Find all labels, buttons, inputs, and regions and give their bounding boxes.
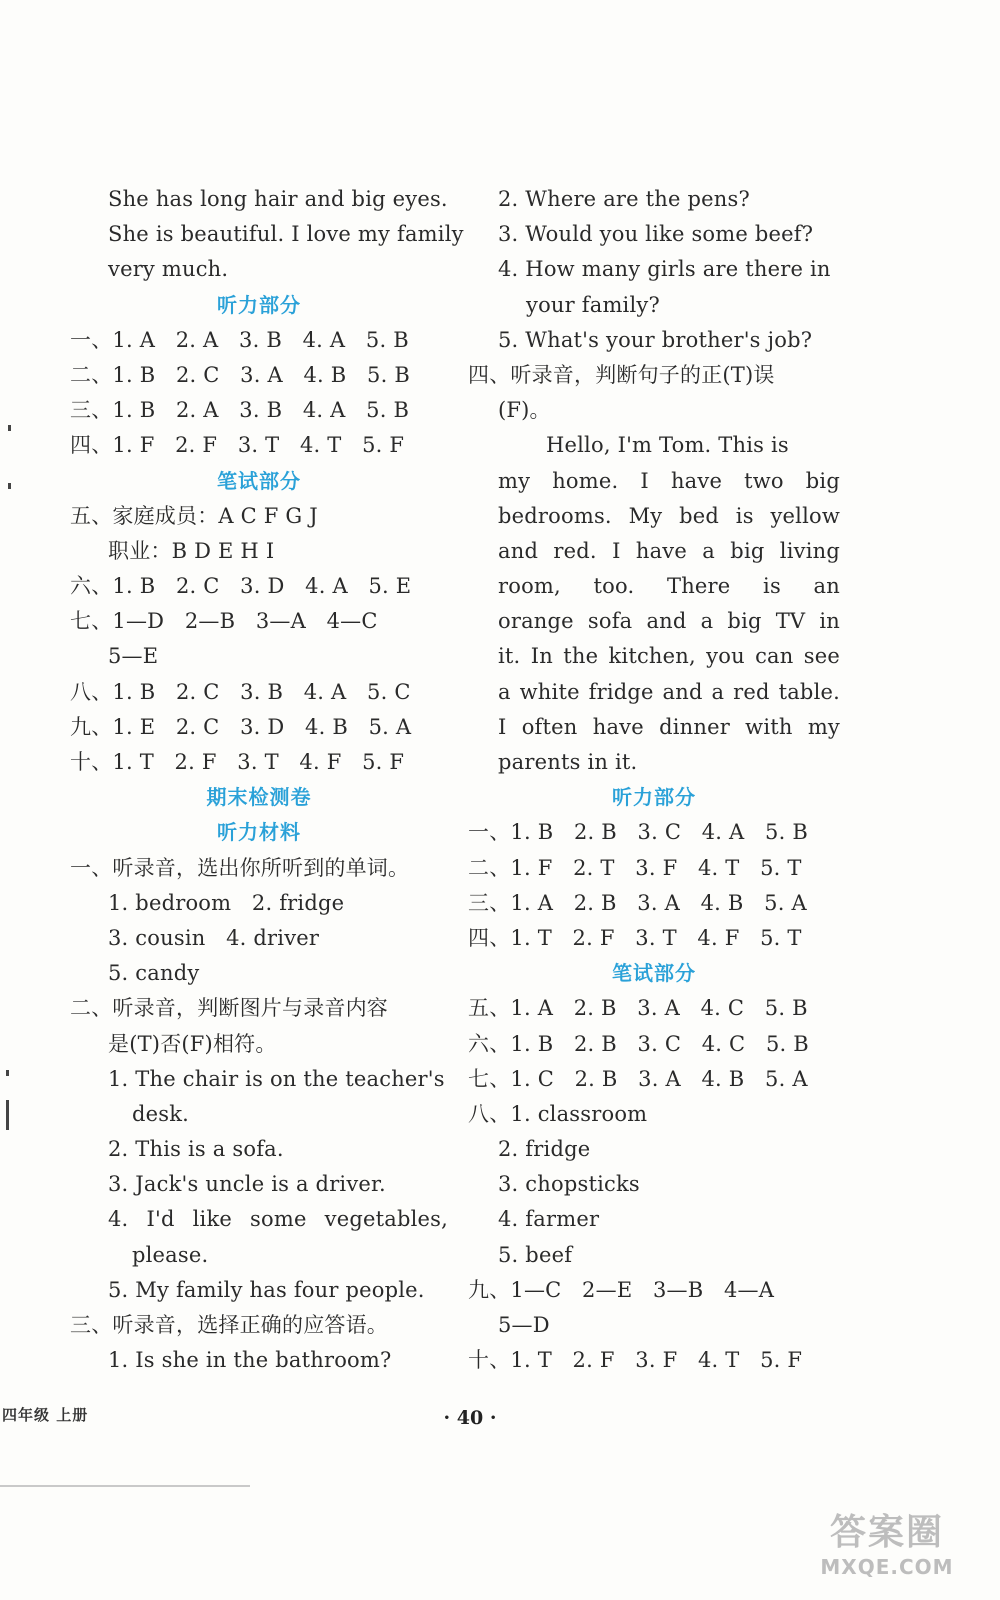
text-line: 九、1. E 2. C 3. D 4. B 5. A — [70, 714, 412, 739]
text-line: 2. Where are the pens? — [498, 187, 750, 211]
text-line: 一、听录音，选出你所听到的单词。 — [70, 855, 410, 880]
watermark-url: MXQE.COM — [820, 1555, 954, 1579]
left-column — [70, 182, 464, 1378]
text-line: 一、1. A 2. A 3. B 4. A 5. B — [70, 327, 409, 352]
text-line: 三、听录音，选择正确的应答语。 — [70, 1313, 388, 1337]
text-line: bedrooms. My bed is yellow — [498, 503, 840, 528]
text-line: and red. I have a big living — [498, 538, 840, 563]
text-line: 四、听录音，判断句子的正(T)误 — [468, 362, 775, 387]
text-line: 3. Would you like some beef? — [498, 222, 814, 247]
text-line: 3. chopsticks — [498, 1172, 640, 1197]
text-line: 二、1. F 2. T 3. F 4. T 5. T — [468, 855, 802, 880]
text-line: 二、1. B 2. C 3. A 4. B 5. B — [70, 362, 410, 387]
text-line: 七、1. C 2. B 3. A 4. B 5. A — [468, 1066, 808, 1091]
text-line: 二、听录音，判断图片与录音内容 — [70, 996, 388, 1021]
text-line: (F)。 — [498, 398, 551, 423]
right-column — [468, 182, 840, 1378]
text-line: your family? — [526, 292, 660, 317]
text-line: 1. Is she in the bathroom? — [108, 1348, 392, 1373]
grade-label: 四年级 上册 — [2, 1406, 89, 1424]
text-line: 六、1. B 2. B 3. C 4. C 5. B — [468, 1031, 809, 1056]
text-line: 五、家庭成员：A C F G J — [70, 503, 318, 528]
watermark-logo — [802, 1512, 972, 1590]
text-line: 九、1—C 2—E 3—B 4—A — [468, 1277, 775, 1302]
margin-mark — [6, 1070, 9, 1076]
text-line: my home. I have two big — [498, 468, 840, 493]
text-line: room, too. There is an — [498, 574, 840, 599]
text-line: 5—D — [498, 1313, 550, 1337]
text-line: 五、1. A 2. B 3. A 4. C 5. B — [468, 996, 808, 1021]
text-line: 三、1. A 2. B 3. A 4. B 5. A — [468, 890, 807, 915]
text-line: please. — [132, 1242, 209, 1267]
margin-mark — [8, 425, 11, 431]
text-line: 一、1. B 2. B 3. C 4. A 5. B — [468, 820, 808, 845]
section-heading: 笔试部分 — [217, 468, 301, 493]
text-line: 七、1—D 2—B 3—A 4—C — [70, 609, 378, 634]
text-line: 是(T)否(F)相符。 — [108, 1031, 277, 1056]
text-line: 十、1. T 2. F 3. T 4. F 5. F — [70, 750, 405, 774]
text-line: 八、1. classroom — [468, 1101, 648, 1126]
watermark-chinese: 答案圈 — [829, 1512, 944, 1553]
text-line: 5. My family has four people. — [108, 1277, 425, 1302]
text-line: Hello, I'm Tom. This is — [546, 433, 789, 458]
section-heading: 期末检测卷 — [206, 785, 312, 810]
text-line: 三、1. B 2. A 3. B 4. A 5. B — [70, 398, 410, 423]
text-line: 十、1. T 2. F 3. F 4. T 5. F — [468, 1348, 803, 1373]
text-line: 5—E — [108, 644, 159, 669]
text-line: it. In the kitchen, you can see — [498, 644, 840, 669]
text-line: 2. fridge — [498, 1137, 591, 1162]
text-line: 5. beef — [498, 1242, 573, 1267]
scan-artifact-line — [0, 1485, 250, 1487]
text-line: 3. Jack's uncle is a driver. — [108, 1172, 386, 1197]
section-heading: 听力材料 — [217, 820, 301, 845]
text-line: 1. bedroom 2. fridge — [108, 890, 345, 915]
text-line: parents in it. — [498, 750, 638, 774]
text-line: 1. The chair is on the teacher's — [108, 1066, 445, 1091]
text-line: 职业：B D E H I — [108, 538, 275, 563]
text-line: a white fridge and a red table. — [498, 679, 840, 704]
text-line: 四、1. T 2. F 3. T 4. F 5. T — [468, 925, 802, 950]
text-line: 4. I'd like some vegetables, — [108, 1207, 448, 1232]
text-line: 3. cousin 4. driver — [108, 925, 320, 950]
text-line: 5. What's your brother's job? — [498, 327, 813, 352]
section-heading: 笔试部分 — [612, 961, 696, 986]
text-line: She has long hair and big eyes. — [108, 187, 448, 211]
text-line: I often have dinner with my — [498, 714, 840, 739]
text-line: 八、1. B 2. C 3. B 4. A 5. C — [70, 679, 411, 704]
text-line: 4. How many girls are there in — [498, 257, 831, 282]
text-line: 5. candy — [108, 961, 200, 986]
text-line: desk. — [132, 1101, 190, 1126]
margin-mark — [6, 1100, 9, 1130]
text-line: very much. — [108, 257, 229, 282]
text-line: 4. farmer — [498, 1207, 600, 1232]
text-line: orange sofa and a big TV in — [498, 609, 840, 634]
page-number: · 40 · — [443, 1407, 497, 1429]
text-line: 四、1. F 2. F 3. T 4. T 5. F — [70, 433, 405, 458]
text-line: 2. This is a sofa. — [108, 1137, 284, 1162]
section-heading: 听力部分 — [217, 292, 301, 317]
text-line: 六、1. B 2. C 3. D 4. A 5. E — [70, 574, 412, 599]
text-line: She is beautiful. I love my family — [108, 222, 464, 247]
margin-mark — [8, 483, 11, 489]
section-heading: 听力部分 — [612, 785, 696, 810]
